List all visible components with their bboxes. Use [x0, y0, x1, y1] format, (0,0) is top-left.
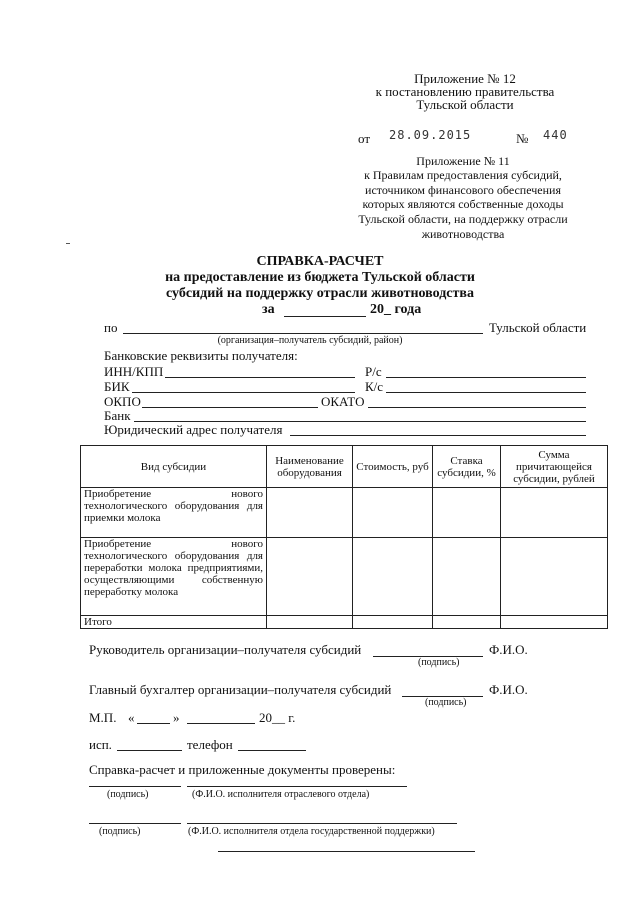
annex-line4: которых являются собственные доходы [362, 197, 564, 211]
check-fio-hint-1: (Ф.И.О. исполнителя отраслевого отдела) [192, 789, 370, 800]
table-total-row [81, 616, 608, 629]
row-label: Приобретение нового технологического оборудования для приемки молока [81, 488, 267, 538]
head-label: Руководитель организации–получателя субсидий [89, 642, 362, 657]
month-field[interactable] [187, 723, 255, 724]
table-cell[interactable] [353, 538, 433, 616]
isp-field[interactable] [117, 750, 182, 751]
ks-field[interactable] [386, 392, 586, 393]
checked-text: Справка-расчет и приложенные документы проверены: [89, 762, 396, 777]
head-fio: Ф.И.О. [489, 642, 528, 657]
address-label: Юридический адрес получателя [104, 422, 283, 437]
org-po-label: по [104, 320, 118, 335]
ks-label: К/с [365, 379, 384, 394]
col-header-amount: Сумма причитающейся субсидии, рублей [501, 446, 608, 488]
bank-label: Банк [104, 408, 131, 423]
org-hint: (организация–получатель субсидий, район) [217, 335, 403, 346]
scan-speck [66, 243, 70, 244]
bottom-line [218, 851, 475, 852]
table-cell[interactable] [501, 538, 608, 616]
check-sign-hint-1: (подпись) [107, 789, 149, 800]
table-row [81, 488, 608, 538]
col-header-subsidy-type: Вид субсидии [81, 446, 267, 488]
org-region-suffix: Тульской области [489, 320, 587, 335]
decree-number: 440 [543, 128, 568, 142]
col-header-cost: Стоимость, руб [353, 446, 433, 488]
rs-label: Р/с [365, 364, 382, 379]
subsidy-table [80, 445, 608, 629]
table-cell[interactable] [501, 488, 608, 538]
period-blank[interactable] [284, 316, 366, 317]
table-header-row [81, 446, 608, 488]
table-cell[interactable] [433, 538, 501, 616]
period-prefix: за [262, 302, 275, 317]
table-cell[interactable] [267, 538, 353, 616]
header-line3: Тульской области [416, 97, 514, 112]
col-header-equipment: Наименование оборудования [267, 446, 353, 488]
day-field[interactable] [137, 723, 170, 724]
annex-line3: источником финансового обеспечения [365, 183, 561, 197]
bik-label: БИК [104, 379, 130, 394]
quote-open: « [128, 710, 135, 725]
table-row [81, 538, 608, 616]
okato-label: ОКАТО [321, 394, 365, 409]
inn-field[interactable] [165, 377, 355, 378]
form-subtitle-2: субсидий на поддержку отрасли животноводства [166, 286, 474, 301]
mp-label: М.П. [89, 710, 117, 725]
form-title: СПРАВКА-РАСЧЕТ [256, 254, 384, 269]
quote-close: » [173, 710, 180, 725]
col-header-rate: Ставка субсидии, % [433, 446, 501, 488]
phone-label: телефон [187, 737, 233, 752]
rs-field[interactable] [386, 377, 586, 378]
head-sign-hint: (подпись) [418, 657, 460, 668]
row-label: Приобретение нового технологического оборудования для переработки молока предприятиями, осуществляющими собственную переработку молока [81, 538, 267, 616]
table-cell[interactable] [501, 616, 608, 629]
date-label: от [358, 131, 371, 146]
header-line1: Приложение № 12 [414, 71, 516, 86]
number-label: № [516, 131, 529, 146]
check-fio-hint-2: (Ф.И.О. исполнителя отдела государственной поддержки) [188, 826, 435, 837]
address-field[interactable] [290, 435, 586, 436]
table-cell[interactable] [433, 488, 501, 538]
header-line2: к постановлению правительства [375, 84, 555, 99]
annex-line5: Тульской области, на поддержку отрасли [358, 212, 568, 226]
check-sign-hint-2: (подпись) [99, 826, 141, 837]
total-label: Итого [81, 616, 267, 629]
okato-field[interactable] [368, 407, 586, 408]
table-cell[interactable] [267, 488, 353, 538]
bik-field[interactable] [132, 392, 355, 393]
accountant-fio: Ф.И.О. [489, 682, 528, 697]
accountant-label: Главный бухгалтер организации–получателя субсидий [89, 682, 392, 697]
table-cell[interactable] [353, 488, 433, 538]
annex-line6: животноводства [421, 227, 505, 241]
isp-label: исп. [89, 737, 112, 752]
org-name-field[interactable] [123, 333, 483, 334]
okpo-label: ОКПО [104, 394, 141, 409]
annex-line1: Приложение № 11 [416, 154, 510, 168]
period-year: 20_ года [370, 302, 422, 317]
inn-label: ИНН/КПП [104, 364, 164, 379]
table-cell[interactable] [433, 616, 501, 629]
bank-heading: Банковские реквизиты получателя: [104, 348, 298, 363]
table-cell[interactable] [267, 616, 353, 629]
check-sign-field-2[interactable] [89, 823, 181, 824]
year-label: 20__ г. [259, 710, 296, 725]
phone-field[interactable] [238, 750, 306, 751]
check-fio-field-1[interactable] [187, 786, 407, 787]
check-fio-field-2[interactable] [187, 823, 457, 824]
okpo-field[interactable] [142, 407, 318, 408]
form-subtitle-1: на предоставление из бюджета Тульской области [165, 270, 475, 285]
decree-date: 28.09.2015 [389, 128, 472, 142]
annex-line2: к Правилам предоставления субсидий, [364, 168, 562, 182]
check-sign-field-1[interactable] [89, 786, 181, 787]
accountant-sign-hint: (подпись) [425, 697, 467, 708]
table-cell[interactable] [353, 616, 433, 629]
